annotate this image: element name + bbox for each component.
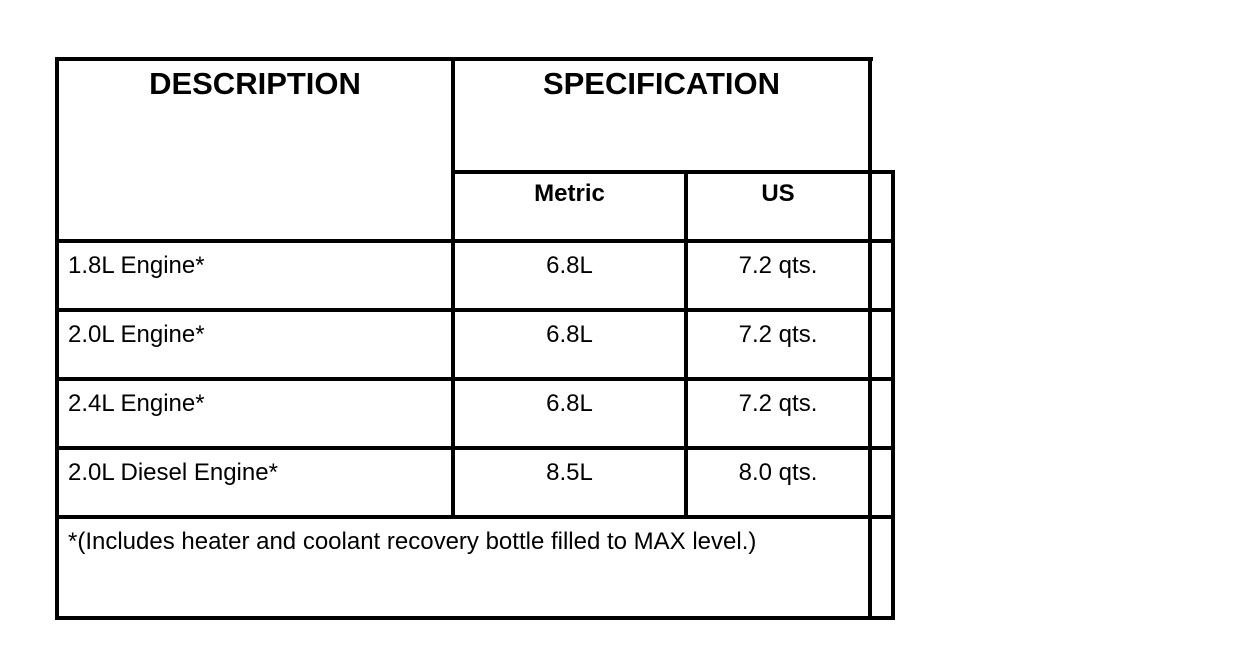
table-right-border bbox=[868, 57, 872, 620]
table-footnote: *(Includes heater and coolant recovery bottle filled to MAX level.) bbox=[68, 528, 757, 555]
table-top-border bbox=[55, 57, 873, 61]
row-metric-value: 6.8L bbox=[546, 252, 593, 279]
spec-subheader-top-border bbox=[451, 170, 895, 174]
description-header: DESCRIPTION bbox=[149, 66, 361, 101]
row-metric-value: 6.8L bbox=[546, 390, 593, 417]
row-metric-value: 8.5L bbox=[546, 459, 593, 486]
metric-header: Metric bbox=[534, 180, 605, 207]
table-left-border bbox=[55, 57, 59, 620]
header-bottom-border bbox=[55, 239, 895, 243]
table-bottom-border bbox=[55, 616, 895, 620]
row-3-bottom-border bbox=[55, 446, 895, 450]
extra-column-right-border bbox=[891, 170, 895, 620]
row-description: 1.8L Engine* bbox=[68, 252, 205, 279]
row-description: 2.0L Engine* bbox=[68, 321, 205, 348]
row-description: 2.0L Diesel Engine* bbox=[68, 459, 278, 486]
row-1-bottom-border bbox=[55, 308, 895, 312]
row-us-value: 8.0 qts. bbox=[738, 459, 818, 486]
row-4-bottom-border bbox=[55, 515, 895, 519]
row-us-value: 7.2 qts. bbox=[738, 321, 818, 348]
row-metric-value: 6.8L bbox=[546, 321, 593, 348]
row-us-value: 7.2 qts. bbox=[738, 252, 818, 279]
us-header: US bbox=[761, 180, 795, 207]
specification-header: SPECIFICATION bbox=[542, 66, 781, 101]
row-2-bottom-border bbox=[55, 377, 895, 381]
row-description: 2.4L Engine* bbox=[68, 390, 205, 417]
row-us-value: 7.2 qts. bbox=[738, 390, 818, 417]
description-column-divider bbox=[451, 57, 455, 519]
